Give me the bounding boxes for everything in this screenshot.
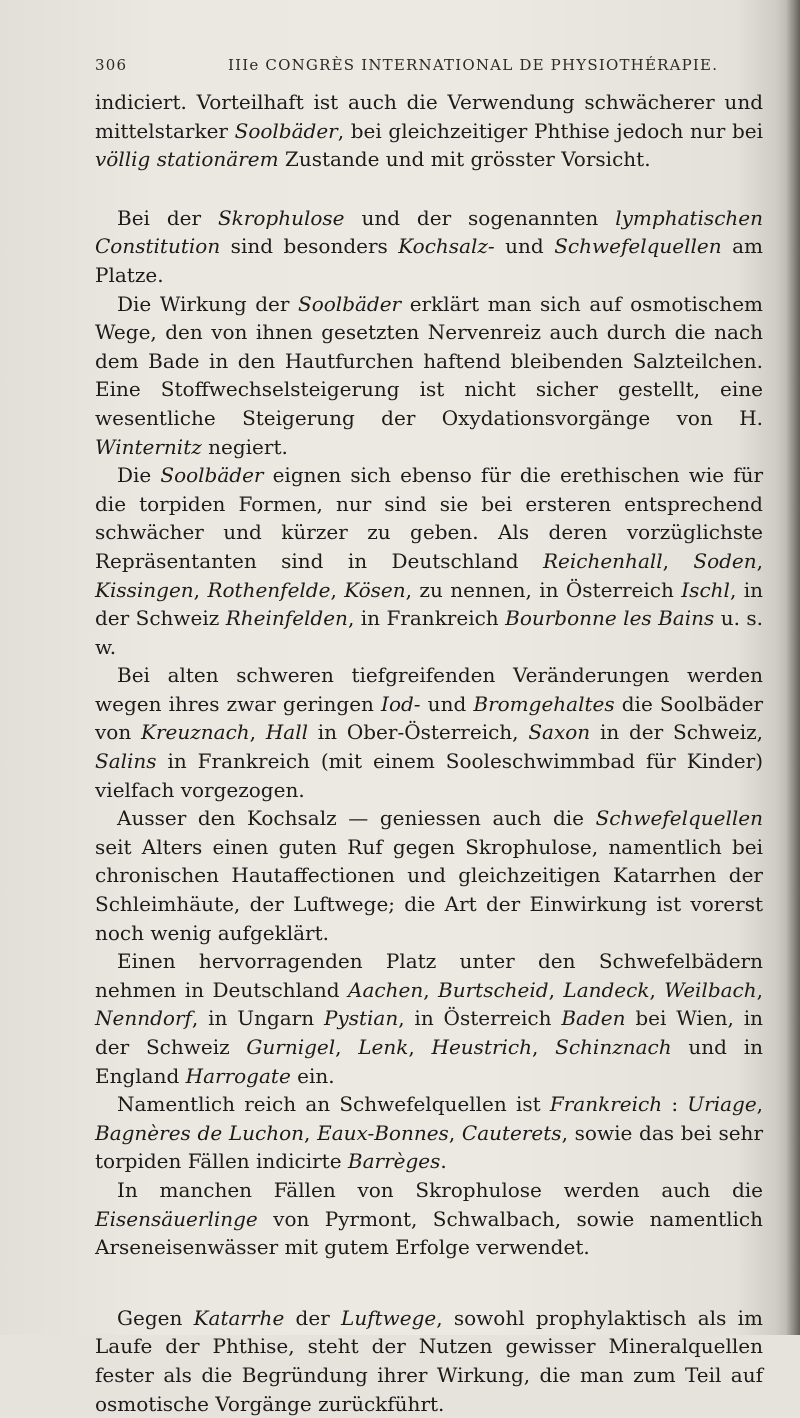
text-run: die Soolbäder von [95,691,764,745]
text-run: in Ober-Österreich, [308,720,529,745]
italic-term: Soolbäder [160,463,264,488]
paragraph [95,290,763,462]
text-run: , [532,1035,556,1059]
body-text [95,88,763,1418]
italic-term: völlig stationärem [95,147,279,172]
text-run: der [284,1305,342,1330]
text-run: , [756,1092,764,1117]
text-run: . [440,1149,447,1174]
text-run: , [662,548,694,573]
italic-term: Luftwege [341,1305,437,1330]
text-run: , [548,977,564,1002]
text-run: , [448,1120,462,1145]
text-run: Die [117,463,161,488]
italic-term: Landeck [563,977,650,1002]
text-run: , zu nennen, in Österreich [405,577,682,602]
text-run: in Frankreich (mit einem Sooleschwimmbad für Kinder) vielfach vorgezogen. [95,749,763,802]
text-run: , [335,1035,359,1059]
text-run: und [494,234,555,259]
paragraph [95,947,763,1090]
italic-term: Schwefelquellen [554,234,722,259]
text-run: und der sogenannten [344,205,616,230]
italic-term: Bagnères de Luchon [95,1120,305,1145]
text-run: Bei alten schweren tiefgreifenden Veränderungen werden wegen ihres zwar geringen [95,663,763,716]
running-title: IIIe CONGRÈS INTERNATIONAL DE PHYSIOTHÉRAPIE. [228,56,719,74]
italic-term: Gurnigel [246,1035,336,1059]
italic-term: Iod- [381,691,421,716]
text-run: , [304,1120,318,1145]
italic-term: Katarrhe [193,1305,285,1330]
italic-term: Uriage [687,1092,757,1117]
text-run: , [408,1035,432,1059]
italic-term: Soden [693,548,757,573]
paragraph [95,461,763,661]
italic-term: Ischl [681,577,730,602]
text-run: negiert. [201,434,288,459]
page-number: 306 [95,56,128,74]
italic-term: Reichenhall [542,548,663,573]
text-run: , in Ungarn [191,1006,324,1031]
text-run: , [423,977,439,1002]
italic-term: Pystian [323,1006,399,1031]
italic-term: Heustrich [431,1035,533,1059]
text-run: Einen hervorragenden Platz unter den Schwefelbädern nehmen in Deutschland [95,949,763,1002]
italic-term: Burtscheid [438,977,549,1002]
italic-term: Kissingen [95,577,194,602]
paragraph [95,1176,763,1262]
text-run: , sowohl prophylaktisch als im Laufe der Phthise, steht der Nutzen gewisser Mineralquellen fester als die Begründung ihrer Wirkung, die man zum Teil auf osmotische Vorgänge zurückführt. [95,1305,763,1416]
italic-term: Kreuznach [141,720,250,745]
paragraph [95,204,763,290]
italic-term: Schinznach [555,1035,672,1059]
page-edge-shadow [786,0,800,1335]
text-run: eignen sich ebenso für die erethischen wie für die torpiden Formen, nur sind sie bei ersteren entsprechend schwächer und kürzer zu geben. Als deren vorzüglichste Repräsentanten sind in Deutschland [95,463,764,573]
italic-term: Harrogate [185,1063,291,1088]
text-run: Ausser den Kochsalz — geniessen auch die [117,806,596,831]
text-run: : [662,1092,688,1117]
text-run: indiciert. Vorteilhaft ist auch die Verwendung schwächerer und mittelstarker [95,90,763,143]
italic-term: lymphatischen Constitution [95,205,763,259]
text-run: , [249,720,266,745]
italic-term: Schwefelquellen [595,806,763,831]
text-run: ein. [290,1063,335,1088]
text-run: erklärt man sich auf osmotischem Wege, den von ihnen gesetzten Nervenreiz auch durch die nach dem Bade in den Hautfurchen haftend bleibenden Salzteilchen. Eine Stoffwechselsteigerung ist nicht sicher gestellt, eine wesentliche Steigerung der Oxydationsvorgänge von H. [95,291,763,430]
italic-term: Frankreich [549,1092,663,1117]
italic-term: Salins [95,749,157,774]
italic-term: Soolbäder [298,291,402,316]
italic-term: Weilbach [664,977,757,1002]
italic-term: Kösen [344,577,406,602]
text-run: bei Wien, in der Schweiz [95,1006,763,1059]
text-run: Bei der [117,205,218,230]
italic-term: Hall [265,720,308,745]
text-run: u. s. w. [95,606,763,659]
italic-term: Lenk [358,1035,409,1059]
italic-term: Saxon [528,720,591,745]
text-run: am Platze. [95,234,763,287]
italic-term: Barrèges [347,1149,441,1174]
text-run: , bei gleichzeitiger Phthise jedoch nur bei [337,118,764,143]
italic-term: Soolbäder [234,118,338,143]
text-run: Gegen [117,1305,194,1330]
text-run: und [420,691,474,716]
paragraph [95,1090,763,1176]
paragraph [95,661,763,804]
italic-term: Bromgehaltes [473,691,615,716]
italic-term: Eaux-Bonnes [317,1120,449,1145]
italic-term: Eisensäuerlinge [95,1206,258,1231]
text-run: , in Frankreich [347,606,506,631]
text-run: seit Alters einen guten Ruf gegen Skrophulose, namentlich bei chronischen Hautaffectionen und gleichzeitigen Katarrhen der Schleimhäute, der Luftwege; die Art der Einwirkung ist vorerst noch wenig aufgeklärt. [95,834,763,945]
italic-term: Skrophulose [217,205,345,230]
italic-term: Winternitz [95,434,202,459]
italic-term: Bourbonne les Bains [505,606,715,631]
text-run: , [193,577,208,602]
text-run: In manchen Fällen von Skrophulose werden auch die [117,1177,763,1202]
italic-term: Aachen [348,977,424,1002]
italic-term: Rothenfelde [207,577,331,602]
text-run: von Pyrmont, Schwalbach, sowie namentlich Arseneisenwässer mit gutem Erfolge verwendet. [95,1206,763,1260]
text-run: in der Schweiz, [590,720,764,745]
text-run: Namentlich reich an Schwefelquellen ist [117,1092,550,1117]
italic-term: Baden [561,1006,626,1031]
italic-term: Cauterets [461,1120,562,1145]
text-run: , in Österreich [398,1006,562,1031]
text-run: und in England [95,1035,763,1088]
text-run: Die Wirkung der [117,291,299,316]
text-run: , in der Schweiz [95,577,763,631]
text-run: , sowie das bei sehr torpiden Fällen indicirte [95,1120,764,1174]
italic-term: Nenndorf [95,1006,192,1031]
italic-term: Rheinfelden [225,606,348,631]
text-run: sind besonders [220,234,399,259]
text-run: Zustande und mit grösster Vorsicht. [278,147,651,172]
text-run: , [756,977,763,1002]
text-run: , [649,977,665,1002]
text-run: , [330,577,345,602]
italic-term: Kochsalz- [398,234,495,259]
text-run: , [756,548,763,573]
paragraph [95,1304,763,1418]
paragraph [95,804,763,947]
paragraph [95,88,763,174]
